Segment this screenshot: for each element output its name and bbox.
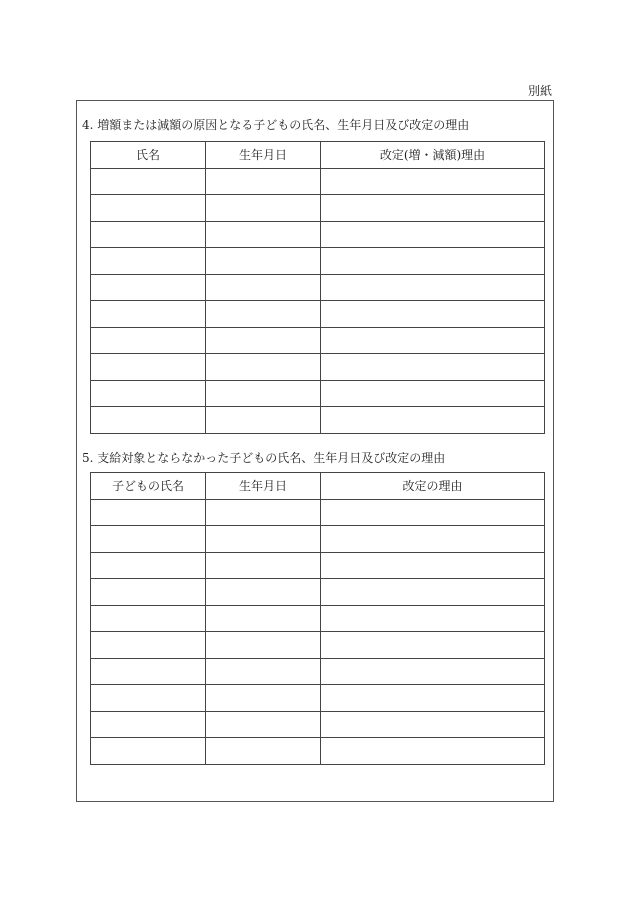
table-row bbox=[91, 552, 545, 579]
table-row bbox=[91, 579, 545, 606]
section-5-table bbox=[90, 472, 545, 765]
table-row bbox=[91, 274, 545, 301]
section-4-table-body bbox=[91, 168, 545, 433]
cell-reason[interactable] bbox=[321, 605, 545, 632]
header-reason: 改定の理由 bbox=[321, 473, 545, 500]
cell-reason[interactable] bbox=[321, 380, 545, 407]
cell-name[interactable] bbox=[91, 301, 206, 328]
table-row bbox=[91, 738, 545, 765]
cell-birthdate[interactable] bbox=[206, 552, 321, 579]
cell-birthdate[interactable] bbox=[206, 685, 321, 712]
cell-reason[interactable] bbox=[321, 354, 545, 381]
cell-birthdate[interactable] bbox=[206, 579, 321, 606]
section-5-table-body bbox=[91, 499, 545, 764]
table-row bbox=[91, 301, 545, 328]
cell-name[interactable] bbox=[91, 552, 206, 579]
cell-reason[interactable] bbox=[321, 327, 545, 354]
cell-birthdate[interactable] bbox=[206, 248, 321, 275]
section-5-heading: 5. 支給対象とならなかった子どもの氏名、生年月日及び改定の理由 bbox=[82, 451, 446, 465]
cell-name[interactable] bbox=[91, 195, 206, 222]
cell-name[interactable] bbox=[91, 221, 206, 248]
table-row bbox=[91, 685, 545, 712]
table-row bbox=[91, 605, 545, 632]
cell-birthdate[interactable] bbox=[206, 632, 321, 659]
table-row bbox=[91, 632, 545, 659]
section-4-table bbox=[90, 141, 545, 434]
table-row bbox=[91, 248, 545, 275]
table-row bbox=[91, 658, 545, 685]
cell-name[interactable] bbox=[91, 327, 206, 354]
cell-reason[interactable] bbox=[321, 301, 545, 328]
cell-name[interactable] bbox=[91, 248, 206, 275]
table-row bbox=[91, 380, 545, 407]
cell-reason[interactable] bbox=[321, 526, 545, 553]
cell-name[interactable] bbox=[91, 632, 206, 659]
cell-name[interactable] bbox=[91, 658, 206, 685]
section-4-heading: 4. 増額または減額の原因となる子どもの氏名、生年月日及び改定の理由 bbox=[82, 118, 470, 132]
cell-reason[interactable] bbox=[321, 407, 545, 434]
cell-name[interactable] bbox=[91, 579, 206, 606]
table-row bbox=[91, 711, 545, 738]
cell-name[interactable] bbox=[91, 711, 206, 738]
cell-reason[interactable] bbox=[321, 168, 545, 195]
table-row bbox=[91, 195, 545, 222]
cell-birthdate[interactable] bbox=[206, 327, 321, 354]
table-row bbox=[91, 221, 545, 248]
cell-name[interactable] bbox=[91, 499, 206, 526]
header-birthdate: 生年月日 bbox=[206, 142, 321, 169]
cell-reason[interactable] bbox=[321, 221, 545, 248]
cell-name[interactable] bbox=[91, 685, 206, 712]
table-row bbox=[91, 526, 545, 553]
cell-reason[interactable] bbox=[321, 711, 545, 738]
cell-reason[interactable] bbox=[321, 248, 545, 275]
cell-reason[interactable] bbox=[321, 738, 545, 765]
table-row bbox=[91, 327, 545, 354]
header-reason: 改定(増・減額)理由 bbox=[321, 142, 545, 169]
cell-birthdate[interactable] bbox=[206, 499, 321, 526]
header-birthdate: 生年月日 bbox=[206, 473, 321, 500]
cell-reason[interactable] bbox=[321, 274, 545, 301]
cell-name[interactable] bbox=[91, 274, 206, 301]
cell-reason[interactable] bbox=[321, 579, 545, 606]
cell-birthdate[interactable] bbox=[206, 407, 321, 434]
cell-birthdate[interactable] bbox=[206, 380, 321, 407]
cell-birthdate[interactable] bbox=[206, 605, 321, 632]
table-row bbox=[91, 499, 545, 526]
cell-reason[interactable] bbox=[321, 195, 545, 222]
header-name: 氏名 bbox=[91, 142, 206, 169]
cell-reason[interactable] bbox=[321, 658, 545, 685]
cell-birthdate[interactable] bbox=[206, 354, 321, 381]
cell-name[interactable] bbox=[91, 605, 206, 632]
cell-reason[interactable] bbox=[321, 499, 545, 526]
cell-reason[interactable] bbox=[321, 552, 545, 579]
cell-birthdate[interactable] bbox=[206, 738, 321, 765]
cell-name[interactable] bbox=[91, 354, 206, 381]
cell-birthdate[interactable] bbox=[206, 274, 321, 301]
cell-birthdate[interactable] bbox=[206, 195, 321, 222]
cell-name[interactable] bbox=[91, 407, 206, 434]
cell-birthdate[interactable] bbox=[206, 168, 321, 195]
table-header-row bbox=[91, 142, 545, 169]
table-row bbox=[91, 407, 545, 434]
cell-name[interactable] bbox=[91, 738, 206, 765]
table-row bbox=[91, 354, 545, 381]
table-row bbox=[91, 168, 545, 195]
cell-birthdate[interactable] bbox=[206, 526, 321, 553]
cell-birthdate[interactable] bbox=[206, 658, 321, 685]
cell-name[interactable] bbox=[91, 526, 206, 553]
cell-birthdate[interactable] bbox=[206, 301, 321, 328]
cell-birthdate[interactable] bbox=[206, 711, 321, 738]
table-header-row bbox=[91, 473, 545, 500]
header-child-name: 子どもの氏名 bbox=[91, 473, 206, 500]
cell-name[interactable] bbox=[91, 380, 206, 407]
cell-reason[interactable] bbox=[321, 685, 545, 712]
cell-birthdate[interactable] bbox=[206, 221, 321, 248]
page-label: 別紙 bbox=[528, 84, 553, 98]
cell-reason[interactable] bbox=[321, 632, 545, 659]
cell-name[interactable] bbox=[91, 168, 206, 195]
